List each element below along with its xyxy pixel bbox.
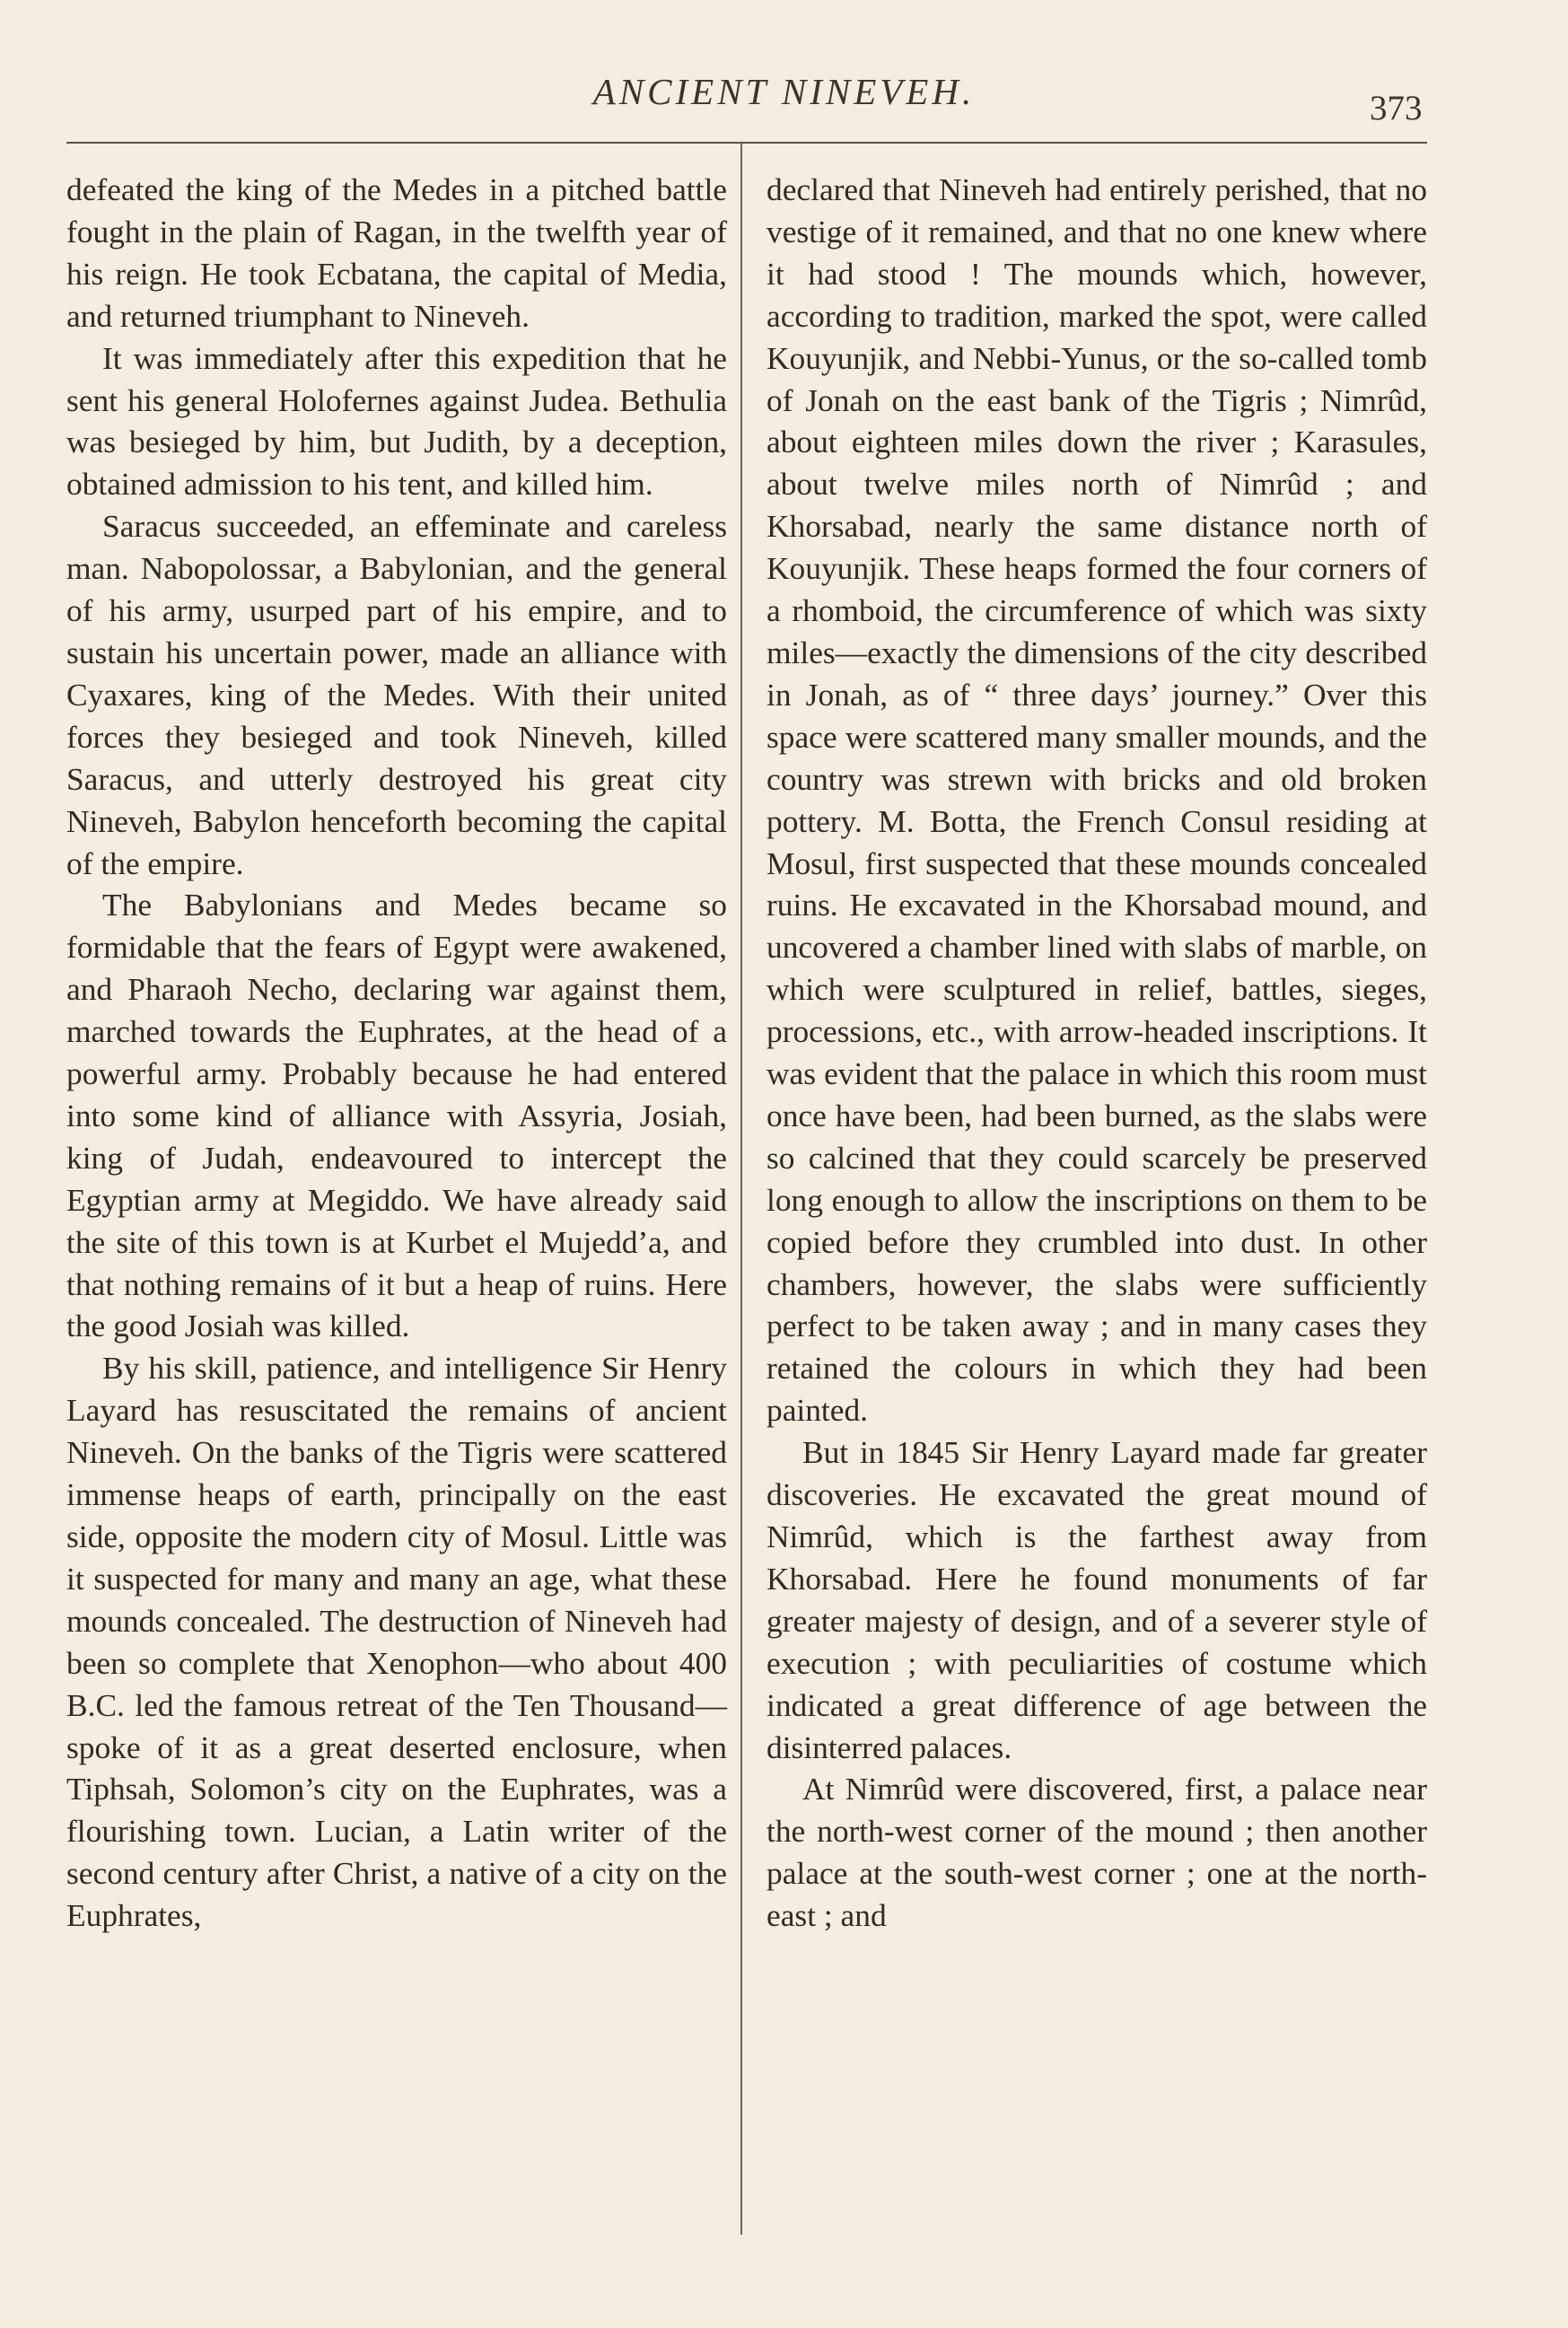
right-column bbox=[766, 169, 1427, 1937]
header-rule bbox=[66, 142, 1427, 144]
paragraph: At Nimrûd were discovered, first, a palace near the north-west corner of the mound ; then another palace at the south-west corner ; one at the north-east ; and bbox=[766, 1771, 1427, 1934]
paragraph: Saracus succeeded, an effeminate and careless man. Nabopolossar, a Babylonian, and the general of his army, usurped part of his empire, and to sustain his uncertain power, made an alliance with Cyaxares, king of the Medes. With their united forces they besieged and took Nineveh, killed Saracus, and utterly destroyed his great city Nineveh, Babylon henceforth becoming the capital of the empire. bbox=[66, 508, 727, 881]
page-number: 373 bbox=[1370, 89, 1423, 127]
paragraph: defeated the king of the Medes in a pitched battle fought in the plain of Ragan, in the twelfth year of his reign. He took Ecbatana, the capital of Media, and returned triumphant to Nineveh. bbox=[66, 171, 727, 334]
paragraph: declared that Nineveh had entirely perished, that no vestige of it remained, and that no one knew where it had stood ! The mounds which, however, according to tradition, marked the spot, were called Kouyunjik, and Nebbi-Yunus, or the so-called tomb of Jonah on the east bank of the Tigris ; Nimrûd, about eighteen miles down the river ; Karasules, about twelve miles north of Nimrûd ; and Khorsabad, nearly the same distance north of Kouyunjik. These heaps formed the four corners of a rhomboid, the circumference of which was sixty miles—exactly the dimensions of the city described in Jonah, as of “ three days’ journey.” Over this space were scattered many smaller mounds, and the country was strewn with bricks and old broken pottery. M. Botta, the French Consul residing at Mosul, first suspected that these mounds concealed ruins. He excavated in the Khorsabad mound, and uncovered a chamber lined with slabs of marble, on which were sculptured in relief, battles, sieges, processions, etc., with arrow-headed inscriptions. It was evident that the palace in which this room must once have been, had been burned, as the slabs were so calcined that they could scarcely be preserved long enough to allow the inscriptions on them to be copied before they crumbled into dust. In other chambers, however, the slabs were sufficiently perfect to be taken away ; and in many cases they retained the colours in which they had been painted. bbox=[766, 171, 1427, 1429]
column-divider bbox=[740, 144, 742, 2235]
paragraph: By his skill, patience, and intelligence Sir Henry Layard has resuscitated the remains of ancient Nineveh. On the banks of the Tigris were scattered immense heaps of earth, principally on the east side, opposite the modern city of Mosul. Little was it suspected for many and many an age, what these mounds concealed. The destruction of Nineveh had been so complete that Xenophon—who about 400 B.C. led the famous retreat of the Ten Thousand—spoke of it as a great deserted enclosure, when Tiphsah, Solomon’s city on the Euphrates, was a flourishing town. Lucian, a Latin writer of the second century after Christ, a native of a city on the Euphrates, bbox=[66, 1350, 727, 1934]
left-column bbox=[66, 169, 727, 1937]
paragraph: It was immediately after this expedition that he sent his general Holofernes against Judea. Bethulia was besieged by him, but Judith, by a deception, obtained admission to his tent, and killed him. bbox=[66, 339, 727, 503]
running-title: ANCIENT NINEVEH. bbox=[592, 71, 976, 112]
paragraph: The Babylonians and Medes became so formidable that the fears of Egypt were awakened, and Pharaoh Necho, declaring war against them, marched towards the Euphrates, at the head of a powerful army. Probably because he had entered into some kind of alliance with Assyria, Josiah, king of Judah, endeavoured to intercept the Egyptian army at Megiddo. We have already said the site of this town is at Kurbet el Mujedd’a, and that nothing remains of it but a heap of ruins. Here the good Josiah was killed. bbox=[66, 887, 727, 1344]
paragraph: But in 1845 Sir Henry Layard made far greater discoveries. He excavated the great mound of Nimrûd, which is the farthest away from Khorsabad. Here he found monuments of far greater majesty of design, and of a severer style of execution ; with peculiarities of costume which indicated a great difference of age between the disinterred palaces. bbox=[766, 1434, 1427, 1765]
